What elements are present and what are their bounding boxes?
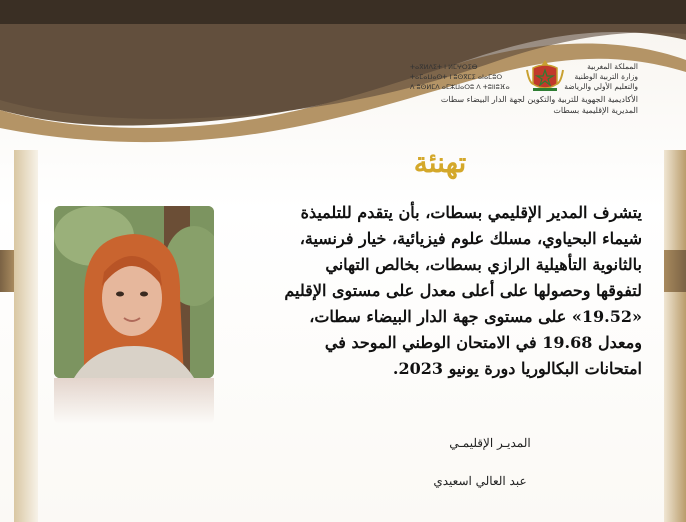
- left-edge-decoration: [14, 150, 38, 522]
- signature-title: المديـر الإقليمـي: [449, 436, 531, 450]
- tifinagh-line: ⵜⴰⴳⵍⴷⵉⵜ ⵏ ⵍⵎⵖⵔⵉⴱ: [410, 63, 478, 71]
- academy-line: الأكاديمية الجهوية للتربية والتكوين لجهة الدار البيضاء سطات: [440, 95, 638, 104]
- message-line: امتحانات البكالوريا دورة يونيو 2023.: [392, 359, 642, 378]
- right-edge-decoration-lower: [664, 292, 686, 522]
- tifinagh-line: ⴷ ⵓⵙⵍⵎⴷ ⴰⵎⵣⵡⴰⵔⵓ ⴷ ⵜⵓⵏⵏⵓⴼⴰ: [410, 83, 510, 91]
- message-line: لتفوقها وحصولها على أعلى معدل على مستوى الإقليم: [284, 281, 642, 300]
- message-line: ومعدل 19.68 في الامتحان الوطني الموحد في: [324, 333, 642, 352]
- student-portrait-icon: [54, 206, 214, 378]
- ministry-header: [398, 62, 638, 92]
- message-line: يتشرف المدير الإقليمي بسطات، بأن يتقدم للتلميذة: [300, 203, 642, 222]
- message-line: «19.52» على مستوى جهة الدار البيضاء سطات،: [309, 307, 642, 326]
- congratulation-title: تهنئة: [413, 146, 467, 179]
- tifinagh-line: ⵜⴰⵎⴰⵡⴰⵙⵜ ⵏ ⵓⵙⴳⵎⵉ ⴰⵏⴰⵎⵓⵔ: [410, 73, 503, 81]
- photo-reflection: [54, 378, 214, 424]
- header-line: وزارة التربية الوطنية: [574, 72, 638, 81]
- message-line: شيماء البحياوي، مسلك علوم فيزيائية، خيار فرنسية،: [299, 229, 642, 248]
- directorate-line: المديرية الإقليمية بسطات: [553, 106, 638, 115]
- header-line: المملكة المغربية: [587, 62, 638, 71]
- message-line: بالثانوية التأهيلية الرازي بسطات، بخالص التهاني: [325, 255, 642, 274]
- right-bar-decoration: [664, 250, 686, 292]
- academy-header: [360, 94, 638, 116]
- left-bar-decoration: [0, 250, 14, 292]
- header-line: والتعليم الأولي والرياضة: [564, 82, 638, 91]
- student-photo: [54, 206, 214, 378]
- right-edge-decoration: [664, 150, 686, 250]
- congratulation-message: [232, 200, 642, 382]
- signature-name: عبد العالي اسعيدي: [433, 474, 527, 488]
